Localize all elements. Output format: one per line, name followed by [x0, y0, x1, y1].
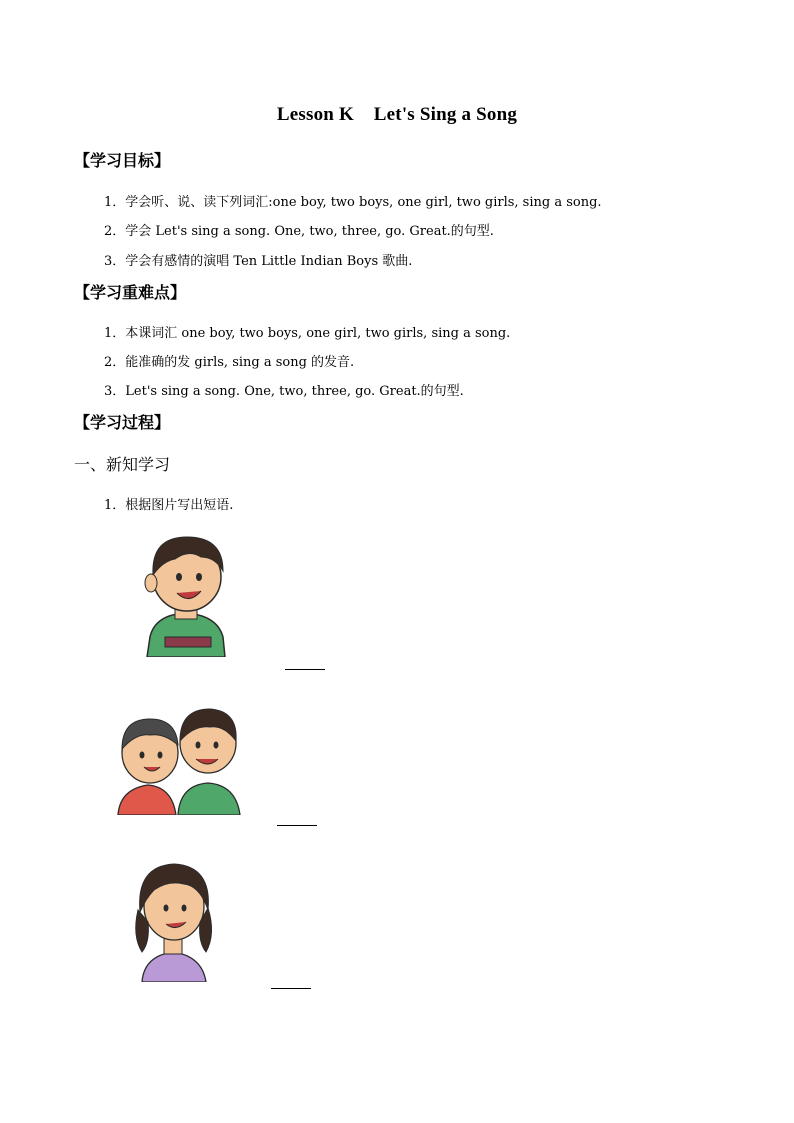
page-title: Lesson K Let's Sing a Song [276, 104, 518, 125]
answer-blank[interactable] [285, 669, 325, 670]
list-item: 1．学会听、说、读下列词汇:one boy, two boys, one girl, two girls, sing a song. [104, 195, 602, 210]
exercise-instruction: 1．根据图片写出短语. [104, 498, 234, 513]
one-girl-illustration [128, 852, 218, 982]
subsection-heading: 一、新知学习 [74, 455, 171, 474]
objectives-heading: 【学习目标】 [74, 151, 171, 170]
process-heading: 【学习过程】 [74, 413, 171, 432]
list-item: 3．Let's sing a song. One, two, three, go. Great.的句型. [104, 384, 464, 399]
key-points-heading: 【学习重难点】 [74, 283, 187, 302]
list-item: 3．学会有感情的演唱 Ten Little Indian Boys 歌曲. [104, 254, 413, 269]
list-item: 2．能准确的发 girls, sing a song 的发音. [104, 355, 355, 370]
answer-blank[interactable] [277, 825, 317, 826]
answer-blank[interactable] [271, 988, 311, 989]
list-item: 1．本课词汇 one boy, two boys, one girl, two girls, sing a song. [104, 326, 511, 341]
list-item: 2．学会 Let's sing a song. One, two, three, go. Great.的句型. [104, 224, 494, 239]
one-boy-illustration [135, 527, 235, 657]
two-boys-illustration [114, 705, 244, 815]
